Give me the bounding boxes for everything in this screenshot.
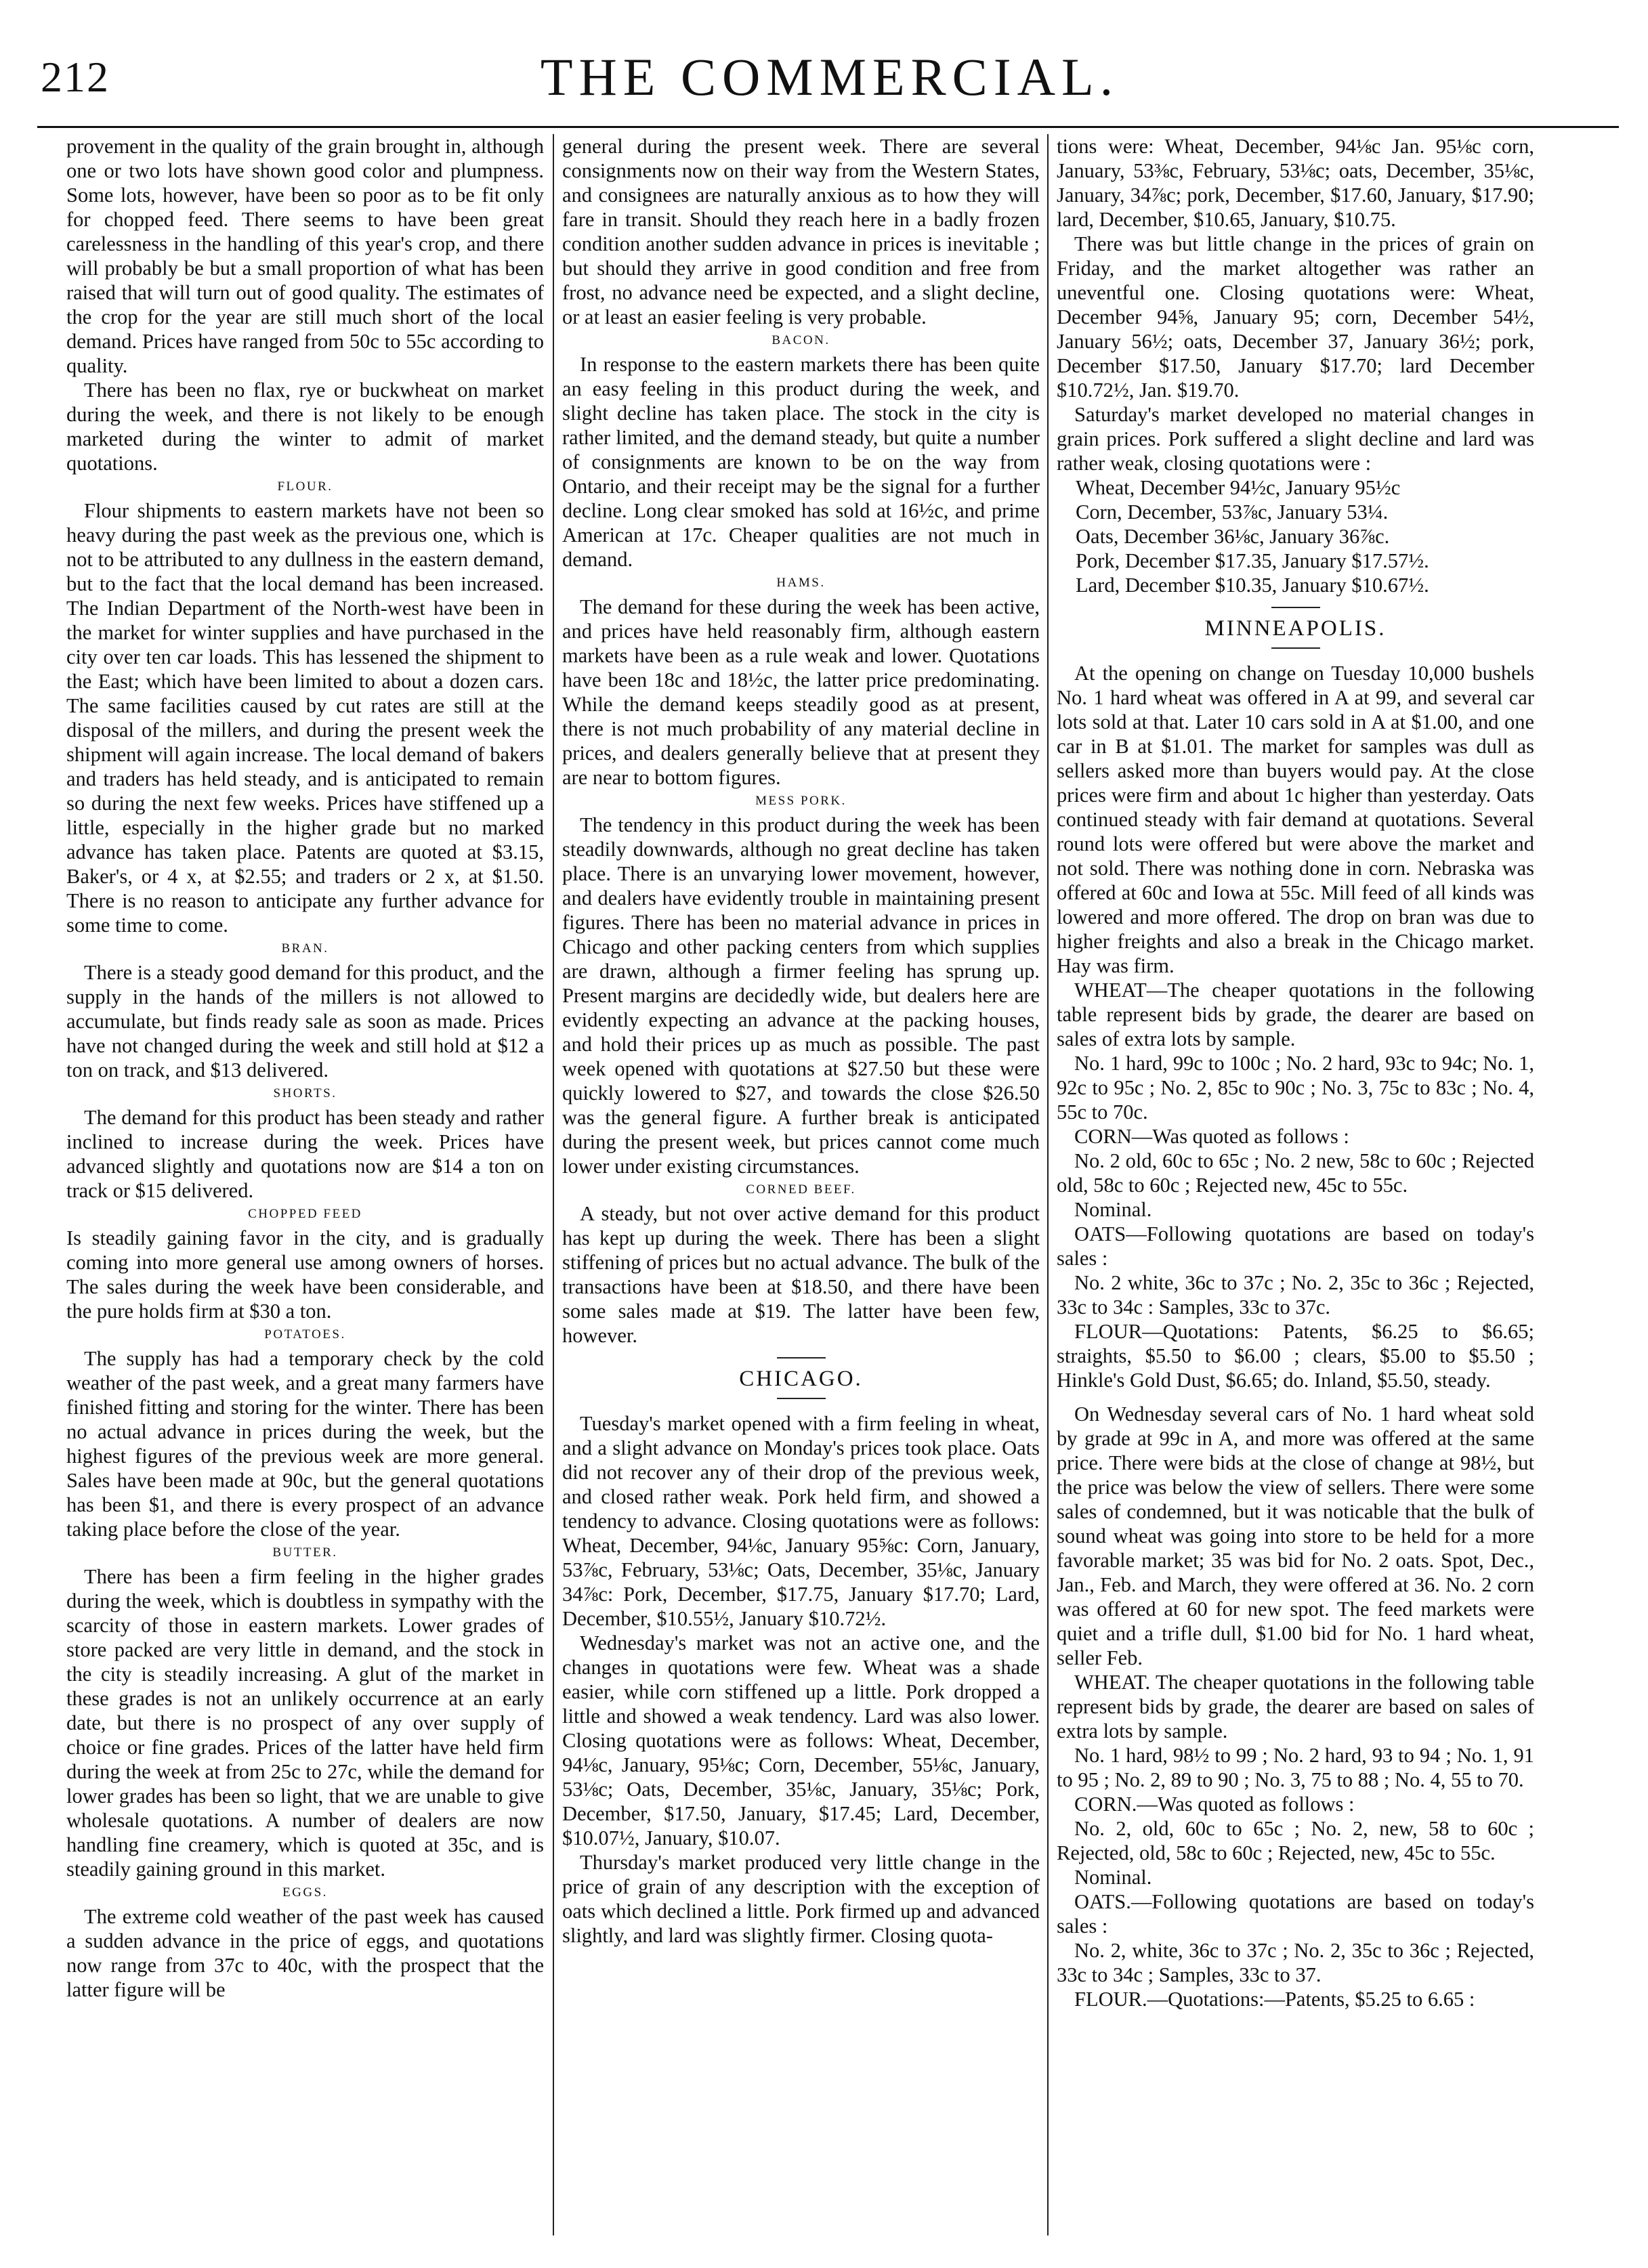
section-heading-shorts: SHORTS. xyxy=(273,1086,337,1100)
section-heading-potatoes: POTATOES. xyxy=(264,1327,346,1342)
article-paragraph: Thursday's market produced very little change in the price of grain of any description with the exception of oats which declined a little. Pork firmed up and advanced slightly, and lard was slightly firmer. Closing quota- xyxy=(562,1851,1040,1947)
quotation-line: Oats, December 36⅛c, January 36⅞c. xyxy=(1076,525,1390,548)
article-paragraph: FLOUR—Quotations: Patents, $6.25 to $6.65; straights, $5.50 to $6.00 ; clears, $5.00 to $5.50 ; Hinkle's Gold Dust, $6.65; do. Inland, $5.50, steady. xyxy=(1057,1320,1534,1392)
section-heading-bacon: BACON. xyxy=(772,333,830,347)
article-paragraph: The supply has had a temporary check by the cold weather of the past week, and a great many farmers have finished fitting and storing for the winter. There has been no actual advance in prices during the week, but the highest figures of the previous week are more general. Sales have been made at 90c, but the general quotations has been $1, and there is every prospect of an advance taking place before the close of the year. xyxy=(66,1347,544,1541)
article-paragraph: The demand for these during the week has been active, and prices have held reasonably firm, although eastern markets have been as a rule weak and lower. Quotations have been 18c and 18½c, the latter price predominating. While the demand keeps steadily good as at present, there is not much probability of any material decline in prices, and dealers generally believe that at present they are near to bottom figures. xyxy=(562,595,1040,789)
article-paragraph: There has been no flax, rye or buckwheat on market during the week, and there is not likely to be enough marketed during the winter to admit of market quotations. xyxy=(66,379,544,475)
article-paragraph: Wednesday's market was not an active one, and the changes in quotations were few. Wheat was a shade easier, while corn stiffened up a little. Pork dropped a little and showed a weak tendency. Lard was also lower. Closing quotations were as follows: Wheat, December, 94⅛c, January, 95⅛c; Corn, December, 55⅛c, January, 53⅛c; Oats, December, 35⅛c, January, 35⅛c; Pork, December, $17.50, January, $17.45; Lard, December, $10.07½, January, $10.07. xyxy=(562,1631,1040,1849)
article-paragraph: No. 2 old, 60c to 65c ; No. 2 new, 58c to 60c ; Rejected old, 58c to 60c ; Rejected new, 45c to 55c. xyxy=(1057,1149,1534,1197)
column-1 xyxy=(66,134,544,2235)
article-paragraph: No. 2 white, 36c to 37c ; No. 2, 35c to 36c ; Rejected, 33c to 34c : Samples, 33c to 37c. xyxy=(1057,1271,1534,1319)
section-divider xyxy=(1271,647,1320,649)
article-paragraph: Saturday's market developed no material changes in grain prices. Pork suffered a slight decline and lard was rather weak, closing quotations were : xyxy=(1057,403,1534,475)
section-heading-hams: HAMS. xyxy=(776,576,826,590)
newspaper-title: THE COMMERCIAL. xyxy=(540,47,1120,106)
article-paragraph: There has been a firm feeling in the higher grades during the week, which is doubtless in sympathy with the scarcity of those in eastern markets. Lower grades of store packed are very little in demand, and the stock in the city is steadily increasing. A glut of the market in these grades is not an unlikely occurrence at an early date, but there is no prospect of any over supply of choice or fine grades. Prices of the latter have held firm during the week at from 25c to 27c, while the demand for lower grades has been so light, that we are unable to give wholesale quotations. A number of dealers are now handling fine creamery, which is quoted at 35c, and is steadily gaining ground in this market. xyxy=(66,1565,544,1881)
article-paragraph: WHEAT—The cheaper quotations in the following table represent bids by grade, the dearer are based on sales of extra lots by sample. xyxy=(1057,979,1534,1050)
quotation-line: Corn, December, 53⅞c, January 53¼. xyxy=(1076,500,1389,523)
article-paragraph: On Wednesday several cars of No. 1 hard wheat sold by grade at 99c in A, and more was offered at the same price. There were bids at the close of change at 98½, but the price was below the view of sellers. There were some sales of condemned, but it was noticable that the bulk of sound wheat was going into store to be held for a more favorable market; 35 was bid for No. 2 oats. Spot, Dec., Jan., Feb. and March, they were offered at 36. No. 2 corn was offered at 60 for new spot. The feed markets were quiet and a trifle dull, $1.00 bid for No. 1 hard wheat, seller Feb. xyxy=(1057,1403,1534,1669)
article-paragraph: No. 2, old, 60c to 65c ; No. 2, new, 58 to 60c ; Rejected, old, 58c to 60c ; Rejected, new, 45c to 55c. xyxy=(1057,1817,1534,1864)
article-paragraph: The demand for this product has been steady and rather inclined to increase during the week. Prices have advanced slightly and quotations now are $14 a ton on track or $15 delivered. xyxy=(66,1106,544,1202)
article-paragraph: Nominal. xyxy=(1074,1198,1152,1221)
article-paragraph: Is steadily gaining favor in the city, and is gradually coming into more general use among owners of horses. The sales during the week have been considerable, and the pure holds firm at $30 a ton. xyxy=(66,1226,544,1323)
column-divider xyxy=(553,134,554,2235)
section-heading-mess-pork: MESS PORK. xyxy=(755,794,847,808)
masthead xyxy=(41,43,1619,118)
section-divider xyxy=(777,1398,826,1399)
article-paragraph: CORN—Was quoted as follows : xyxy=(1074,1125,1349,1148)
header-rule xyxy=(37,126,1619,128)
article-paragraph: A steady, but not over active demand for this product has kept up during the week. There has been a slight stiffening of prices but no actual advance. The bulk of the transactions have been at $18.50, and there have been some sales made at $19. The latter have been few, however. xyxy=(562,1202,1040,1347)
article-paragraph: CORN.—Was quoted as follows : xyxy=(1074,1793,1355,1816)
article-paragraph: OATS—Following quotations are based on today's sales : xyxy=(1057,1222,1534,1270)
article-paragraph: In response to the eastern markets there has been quite an easy feeling in this product during the week, and slight decline has taken place. The stock in the city is rather limited, and the demand steady, but quite a number of consignments are known to be on the way from Ontario, and their receipt may be the signal for a further decline. Long clear smoked has sold at 16½c, and prime American at 17c. Cheaper qualities are not much in demand. xyxy=(562,353,1040,571)
quotation-line: Pork, December $17.35, January $17.57½. xyxy=(1076,549,1429,572)
section-heading-flour: FLOUR. xyxy=(277,479,333,494)
article-paragraph: The tendency in this product during the week has been steadily downwards, although no great decline has taken place. There is an unvarying lower movement, however, and dealers have evidently trouble in maintaining present figures. There has been no material advance in prices in Chicago and other packing centers from which supplies are drawn, although a firmer feeling has sprung up. Present margins are decidedly wide, but dealers here are evidently expecting an advance at the packing houses, and hold their prices up as much as possible. The past week opened with quotations at $27.50 but these were quickly lowered to $27, and towards the close $26.50 was the general figure. A further break is anticipated during the present week, but prices cannot come much lower under existing circumstances. xyxy=(562,813,1040,1178)
article-paragraph: There was but little change in the prices of grain on Friday, and the market altogether was rather an uneventful one. Closing quotations were: Wheat, December 94⅝, January 95; corn, December 54½, January 56½; oats, December 37, January 36½; pork, December $17.50, January $17.70; lard December $10.72½, Jan. $19.70. xyxy=(1057,232,1534,402)
section-heading-bran: BRAN. xyxy=(281,941,329,956)
section-heading-chopped-feed: CHOPPED FEED xyxy=(248,1207,362,1221)
article-paragraph: No. 1 hard, 98½ to 99 ; No. 2 hard, 93 to 94 ; No. 1, 91 to 95 ; No. 2, 89 to 90 ; No. 3, 75 to 88 ; No. 4, 55 to 70. xyxy=(1057,1744,1534,1791)
article-paragraph: There is a steady good demand for this product, and the supply in the hands of the millers is not allowed to accumulate, but finds ready sale as soon as made. Prices have not changed during the week and still hold at $12 a ton on track, and $13 delivered. xyxy=(66,961,544,1082)
article-paragraph: No. 2, white, 36c to 37c ; No. 2, 35c to 36c ; Rejected, 33c to 34c ; Samples, 33c to 37. xyxy=(1057,1939,1534,1986)
column-3 xyxy=(1057,134,1534,2235)
article-paragraph: Nominal. xyxy=(1074,1866,1152,1889)
column-divider xyxy=(1047,134,1049,2235)
article-paragraph: OATS.—Following quotations are based on today's sales : xyxy=(1057,1890,1534,1938)
article-paragraph: The extreme cold weather of the past week has caused a sudden advance in the price of eggs, and quotations now range from 37c to 40c, with the prospect that the latter figure will be xyxy=(66,1905,544,2001)
article-paragraph: tions were: Wheat, December, 94⅛c Jan. 95⅛c corn, January, 53⅜c, February, 53⅛c; oats, December, 35⅛c, January, 34⅞c; pork, December, $17.60, January, $17.90; lard, December, $10.65, January, $10.75. xyxy=(1057,135,1534,231)
quotation-line: Lard, December $10.35, January $10.67½. xyxy=(1076,574,1429,597)
section-divider xyxy=(777,1357,826,1358)
article-paragraph: WHEAT. The cheaper quotations in the following table represent bids by grade, the dearer are based on sales of extra lots by sample. xyxy=(1057,1671,1534,1742)
article-paragraph: Flour shipments to eastern markets have not been so heavy during the past week as the previous one, which is not to be attributed to any dullness in the eastern demand, but to the fact that the local demand has been increased. The Indian Department of the North-west have been in the market for winter supplies and have purchased in the city over ten car loads. This has lessened the shipment to the East; which have been limited to about a dozen cars. The same facilities caused by cut rates are still at the disposal of the millers, and during the present week the shipment will again increase. The local demand of bakers and traders has held steady, and is anticipated to remain so during the next few weeks. Prices have stiffened up a little, especially in the higher grade but no marked advance has taken place. Patents are quoted at $3.15, Baker's, or 4 x, at $2.55; and traders or 2 x, at $1.50. There is no reason to anticipate any further advance for some time to come. xyxy=(66,499,544,937)
section-heading-eggs: EGGS. xyxy=(282,1885,328,1900)
article-paragraph: At the opening on change on Tuesday 10,000 bushels No. 1 hard wheat was offered in A at 99, and several car lots sold at that. Later 10 cars sold in A at $1.00, and one car in B at $1.01. The market for samples was dull as sellers asked more than buyers would pay. At the close prices were firm and about 1c higher than yesterday. Oats continued steady with fair demand at quotations. Several round lots were offered but were above the market and not sold. There was nothing done in corn. Nebraska was offered at 60c and Iowa at 55c. Mill feed of all kinds was lowered and more offered. The drop on bran was due to higher freights and also a break in the Chicago market. Hay was firm. xyxy=(1057,662,1534,977)
section-divider xyxy=(1271,607,1320,608)
section-heading-chicago: CHICAGO. xyxy=(739,1367,863,1391)
quotation-line: Wheat, December 94½c, January 95½c xyxy=(1076,476,1401,499)
article-paragraph: No. 1 hard, 99c to 100c ; No. 2 hard, 93c to 94c; No. 1, 92c to 95c ; No. 2, 85c to 90c ; No. 3, 75c to 83c ; No. 4, 55c to 70c. xyxy=(1057,1052,1534,1124)
article-paragraph: general during the present week. There are several consignments now on their way from the Western States, and consignees are naturally anxious as to how they will fare in transit. Should they reach here in a badly frozen condition another sudden advance in prices is inevitable ; but should they arrive in good condition and free from frost, no advance need be expected, and a slight decline, or at least an easier feeling is very probable. xyxy=(562,135,1040,328)
page-number: 212 xyxy=(41,53,110,101)
paragraph-gap xyxy=(1057,1392,1534,1402)
section-heading-butter: BUTTER. xyxy=(272,1545,338,1560)
article-paragraph: FLOUR.—Quotations:—Patents, $5.25 to 6.65 : xyxy=(1074,1988,1475,2011)
section-heading-corned-beef: CORNED BEEF. xyxy=(746,1182,856,1197)
section-heading-minneapolis: MINNEAPOLIS. xyxy=(1204,616,1387,641)
column-2 xyxy=(562,134,1040,2235)
article-paragraph: Tuesday's market opened with a firm feeling in wheat, and a slight advance on Monday's prices took place. Oats did not recover any of their drop of the previous week, and closed rather weak. Pork held firm, and showed a tendency to advance. Closing quotations were as follows: Wheat, December, 94⅛c, January 95⅝c: Corn, January, 53⅞c, February, 53⅛c; Oats, December, 35⅛c, January 34⅞c: Pork, December, $17.75, January $17.70; Lard, December, $10.55½, January $10.72½. xyxy=(562,1412,1040,1630)
article-paragraph: provement in the quality of the grain brought in, although one or two lots have shown good color and plumpness. Some lots, however, have been so poor as to be fit only for chopped feed. There seems to have been great carelessness in the handling of this year's crop, and there will probably be but a small proportion of what has been raised that will turn out of good quality. The estimates of the crop for the year are still much short of the local demand. Prices have ranged from 50c to 55c according to quality. xyxy=(66,135,544,377)
